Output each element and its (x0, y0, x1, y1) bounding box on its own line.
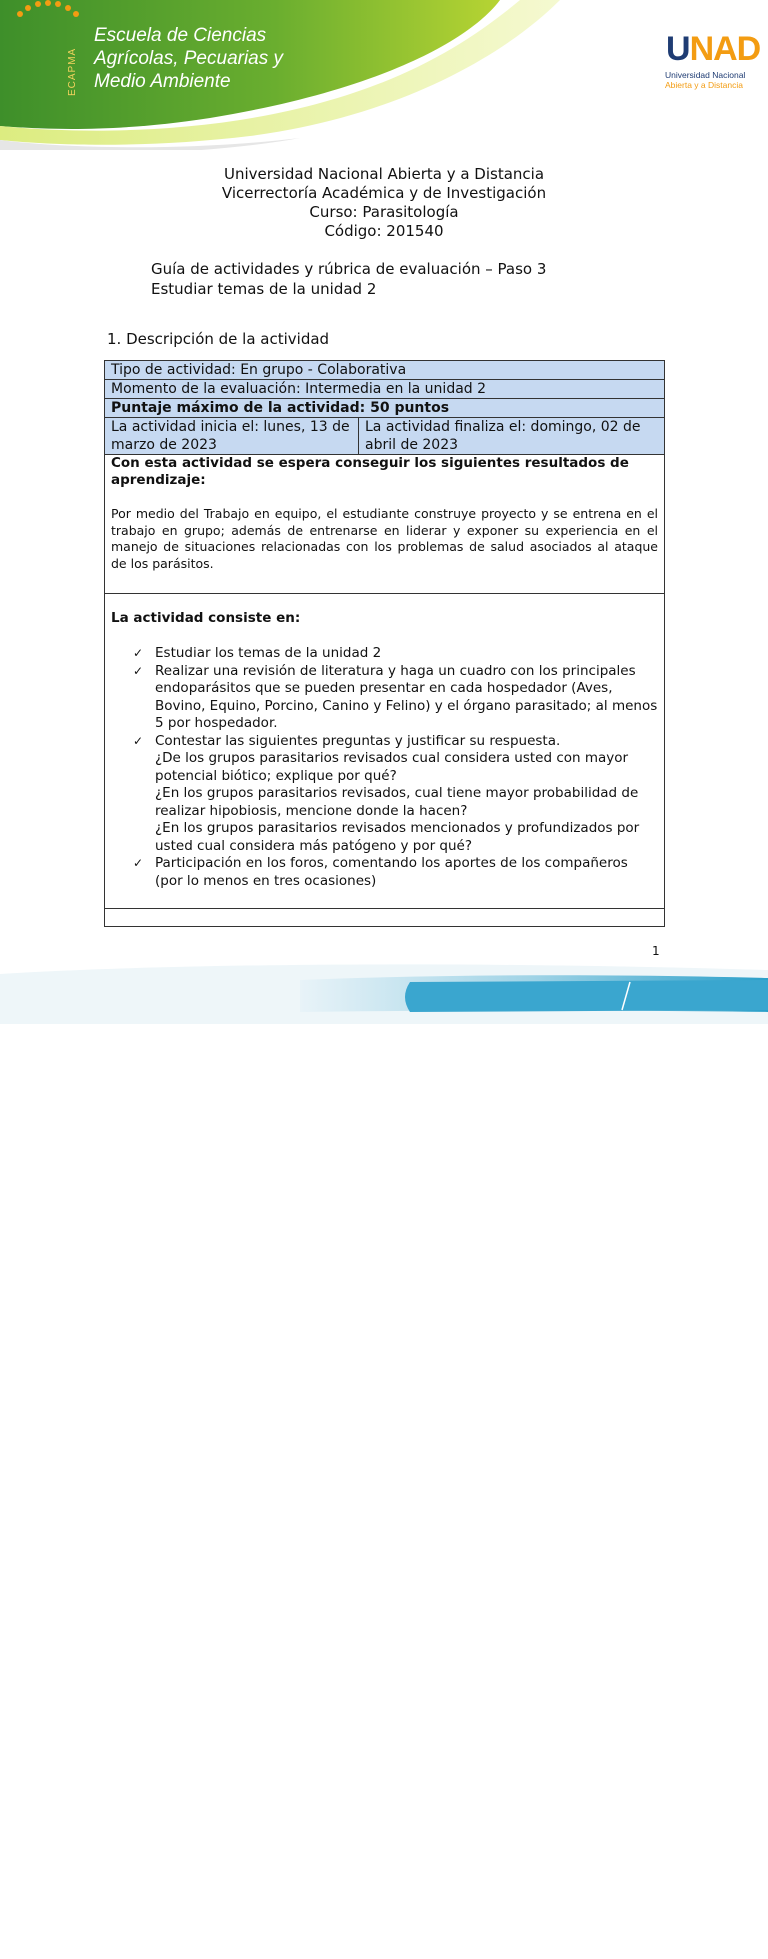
activity-type-cell: Tipo de actividad: En grupo - Colaborativa (105, 361, 665, 380)
document-footer (0, 960, 768, 1959)
start-date-value: lunes, 13 de marzo de 2023 (111, 419, 350, 453)
activity-description-table (104, 360, 665, 927)
start-date-cell (105, 418, 359, 455)
guide-subtitle: Estudiar temas de la unidad 2 (151, 280, 377, 298)
unad-logo: UNAD (666, 30, 761, 68)
end-date-label: La actividad finaliza el: (365, 419, 527, 435)
logo-subtitle-line2: Abierta y a Distancia (665, 80, 743, 90)
max-score-cell: Puntaje máximo de la actividad: 50 puntos (105, 399, 665, 418)
activity-consists-heading: La actividad consiste en: (111, 610, 301, 626)
document-header (0, 0, 768, 150)
question-item: ¿En los grupos parasitarios revisados mencionados y profundizados por usted cual considera más patógeno y por qué? (155, 820, 640, 854)
end-date-cell (359, 418, 665, 455)
empty-row (105, 909, 665, 927)
activity-tasks-list (111, 645, 658, 890)
vice-rectory-title: Vicerrectoría Académica y de Investigación (221, 184, 547, 202)
checkmark-icon: ✓ (133, 856, 144, 870)
footer-banner-graphic (0, 960, 768, 1024)
learning-outcomes-heading: Con esta actividad se espera conseguir los siguientes resultados de aprendizaje: (111, 455, 629, 488)
school-name-line2: Agrícolas, Pecuarias y (94, 48, 284, 69)
learning-outcomes-cell (105, 455, 665, 594)
school-acronym: ECAPMA (67, 47, 78, 96)
list-item: ✓ Participación en los foros, comentando los aportes de los compañeros (por lo menos en tres ocasiones) (133, 855, 628, 889)
start-date-label: La actividad inicia el: (111, 419, 259, 435)
section-heading: 1. Descripción de la actividad (107, 330, 330, 348)
course-title: Curso: Parasitología (309, 203, 459, 221)
page-number: 1 (652, 944, 660, 958)
learning-outcomes-text: Por medio del Trabajo en equipo, el estudiante construye proyecto y se entrena en el trabajo en grupo; además de entrenarse en liderar y exponer su experiencia en el manejo de situaciones relacionadas con los problemas de salud asociados al ataque de los parásitos. (111, 506, 658, 571)
checkmark-icon: ✓ (133, 733, 144, 748)
list-item: ✓ Estudiar los temas de la unidad 2 (133, 645, 382, 661)
footer-copyright: UNAD © 2020 derechos reservados. (636, 1952, 742, 1959)
evaluation-moment-cell: Momento de la evaluación: Intermedia en la unidad 2 (105, 380, 665, 399)
school-name-line1: Escuela de Ciencias (94, 25, 267, 46)
course-code: Código: 201540 (324, 222, 444, 240)
school-name-line3: Medio Ambiente (94, 71, 231, 92)
unad-logo-dots-icon (0, 0, 100, 80)
guide-title: Guía de actividades y rúbrica de evaluación – Paso 3 (151, 260, 547, 278)
logo-subtitle-line1: Universidad Nacional (665, 70, 746, 80)
checkmark-icon: ✓ (133, 663, 144, 678)
question-item: ¿En los grupos parasitarios revisados, cual tiene mayor probabilidad de realizar hipobiosis, mencione donde la hacen? (155, 785, 639, 819)
end-date-value: domingo, 02 de abril de 2023 (365, 419, 641, 453)
list-item: ✓ Realizar una revisión de literatura y haga un cuadro con los principales endoparásitos que se pueden presentar en cada hospedador (Aves, Bovino, Equino, Porcino, Canino y Felino) y el órgano parasitado; al menos 5 por hospedador. (133, 662, 658, 731)
question-item: ¿De los grupos parasitarios revisados cual considera usted con mayor potencial biótico; explique por qué? (155, 750, 629, 784)
checkmark-icon: ✓ (133, 646, 144, 660)
university-title: Universidad Nacional Abierta y a Distancia (223, 165, 545, 183)
list-item: ✓ Contestar las siguientes preguntas y justificar su respuesta. ¿De los grupos parasitarios revisados cual considera usted con mayor potencial biótico; explique por qué? ¿En los grupos parasitarios revisados, cual tiene mayor probabilidad de realizar hipobiosis, mencione donde la hacen? ¿En los grupos parasitarios revisados mencionados y profundizados por usted cual considera más patógeno y por qué? (155, 733, 658, 856)
footer-notice: Prohibida su reproducción y copia sin autorización de la UNAD. (428, 1952, 611, 1959)
activity-consists-cell (105, 594, 665, 909)
